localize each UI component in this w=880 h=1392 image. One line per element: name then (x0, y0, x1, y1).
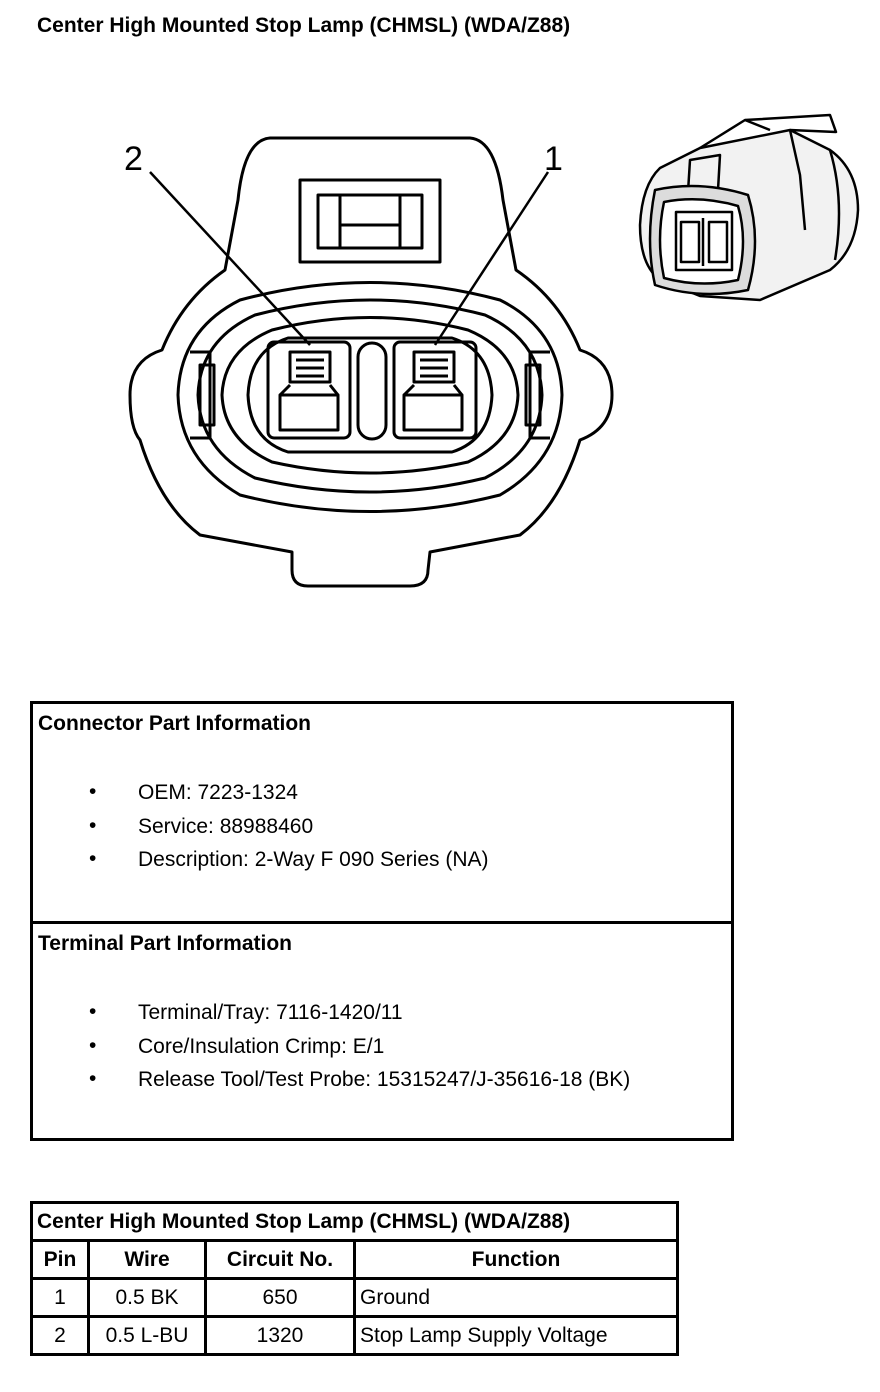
terminal-part-info (33, 921, 731, 1138)
pinout-table-caption: Center High Mounted Stop Lamp (CHMSL) (WDA/Z88) (32, 1203, 678, 1241)
seal-ring-middle (198, 300, 542, 492)
pin-label-2: 2 (124, 140, 143, 178)
terminal-cavity-pin-1 (394, 342, 476, 438)
connector-diagram (0, 0, 880, 660)
terminal-info-heading: Terminal Part Information (38, 932, 292, 955)
connector-3d-view (640, 115, 858, 300)
connector-part-info (33, 704, 731, 921)
pin-label-1: 1 (544, 140, 563, 178)
center-divider (358, 343, 386, 439)
connector-info-heading: Connector Part Information (38, 712, 312, 735)
list-item: • Terminal/Tray: 7116-1420/11 (89, 1000, 403, 1024)
list-item: • OEM: 7223-1324 (89, 780, 298, 804)
terminal-info-list (33, 1002, 630, 1103)
part-info-box (30, 701, 734, 1141)
list-item: • Release Tool/Test Probe: 15315247/J-35616-18 (BK) (89, 1067, 631, 1091)
table-row: 1 0.5 BK 650 Ground (32, 1279, 678, 1317)
latch-outline (300, 180, 440, 262)
column-header-function: Function (355, 1241, 678, 1279)
terminal-cavity-pin-2 (268, 342, 350, 438)
page-title: Center High Mounted Stop Lamp (CHMSL) (WDA/Z88) (37, 14, 571, 37)
leader-line-pin-2 (150, 172, 310, 345)
list-item: • Core/Insulation Crimp: E/1 (89, 1033, 385, 1058)
pinout-table (30, 1201, 679, 1356)
connector-housing-outline (130, 138, 612, 586)
column-header-circuit: Circuit No. (206, 1241, 355, 1279)
table-row: 2 0.5 L-BU 1320 Stop Lamp Supply Voltage (32, 1317, 678, 1355)
column-header-pin: Pin (32, 1241, 89, 1279)
list-item: • Service: 88988460 (89, 813, 314, 838)
connector-info-list (33, 782, 489, 883)
column-header-wire: Wire (89, 1241, 206, 1279)
seal-ring-inner (222, 318, 518, 474)
list-item: • Description: 2-Way F 090 Series (NA) (89, 847, 489, 871)
